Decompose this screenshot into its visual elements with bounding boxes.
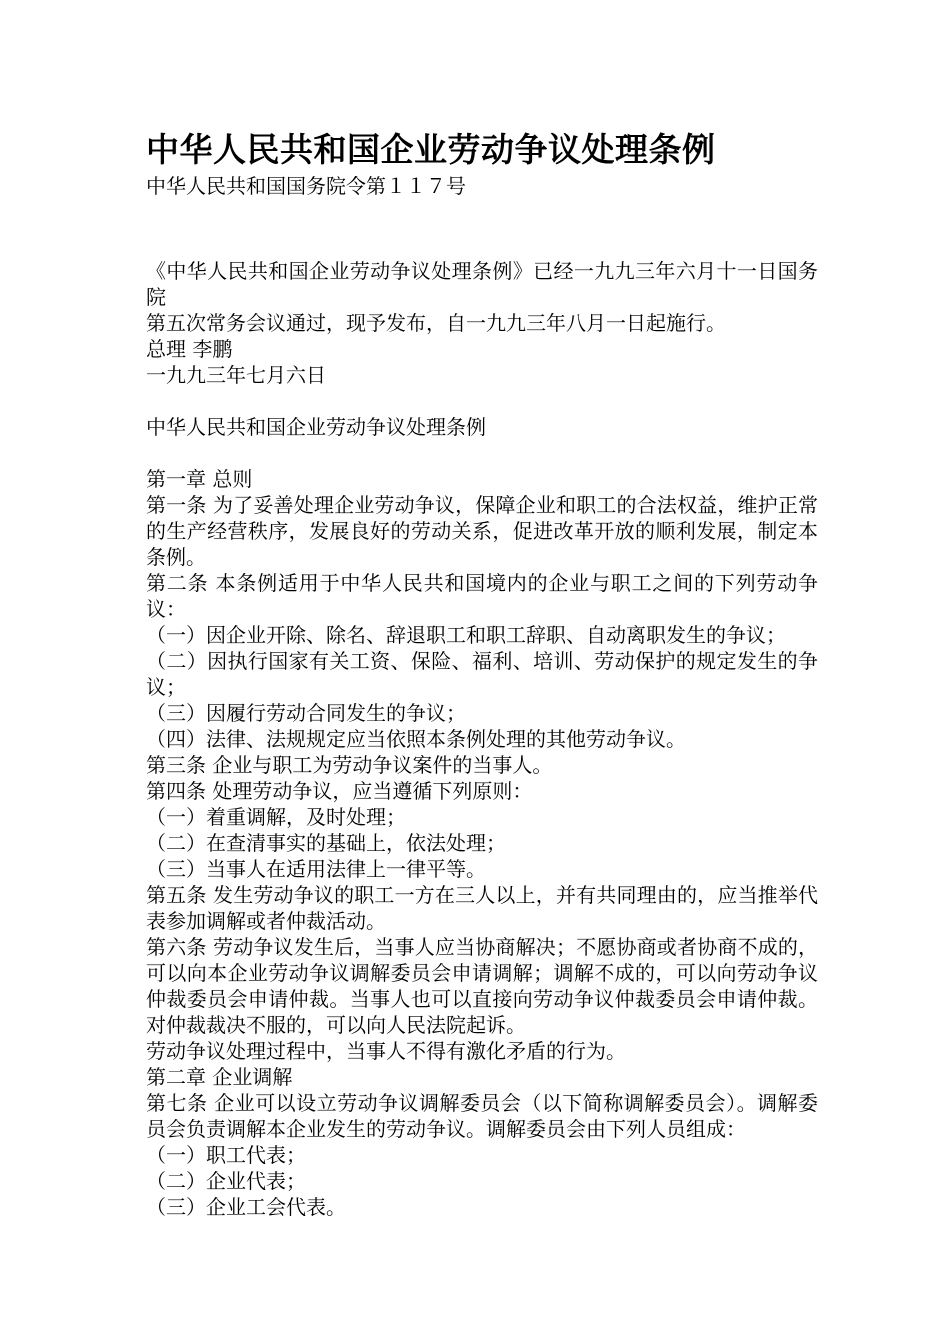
article: 第一条 为了妥善处理企业劳动争议，保障企业和职工的合法权益，维护正常的生产经营秩序，发展良好的劳动关系，促进改革开放的顺利发展，制定本条例。 — [146, 493, 818, 569]
article-item: （一）因企业开除、除名、辞退职工和职工辞职、自动离职发生的争议； — [146, 623, 786, 647]
chapter-heading: 第二章 企业调解 — [146, 1065, 293, 1089]
article: 第五条 发生劳动争议的职工一方在三人以上，并有共同理由的，应当推举代表参加调解或者仲裁活动。 — [146, 883, 818, 933]
regulation-heading: 中华人民共和国企业劳动争议处理条例 — [146, 415, 486, 439]
article-item: （二）企业代表； — [146, 1169, 306, 1193]
preamble — [146, 258, 818, 388]
article: 第四条 处理劳动争议，应当遵循下列原则： — [146, 779, 533, 803]
article-item: （二）在查清事实的基础上，依法处理； — [146, 831, 506, 855]
decree-number: 中华人民共和国国务院令第１１７号 — [146, 174, 466, 198]
article-item: （一）职工代表； — [146, 1143, 306, 1167]
article-item: （一）着重调解，及时处理； — [146, 805, 406, 829]
chapter-heading: 第一章 总则 — [146, 467, 253, 491]
article: 第六条 劳动争议发生后，当事人应当协商解决；不愿协商或者协商不成的，可以向本企业劳动争议调解委员会申请调解；调解不成的，可以向劳动争议仲裁委员会申请仲裁。当事人也可以直接向劳动争议仲裁委员会申请仲裁。对仲裁裁决不服的，可以向人民法院起诉。 — [146, 935, 818, 1037]
preamble-line: 《中华人民共和国企业劳动争议处理条例》已经一九九三年六月十一日国务院 — [146, 259, 818, 309]
preamble-line: 第五次常务会议通过，现予发布，自一九九三年八月一日起施行。 — [146, 311, 726, 335]
article-item: （二）因执行国家有关工资、保险、福利、培训、劳动保护的规定发生的争议； — [146, 649, 818, 699]
article-item: （三）因履行劳动合同发生的争议； — [146, 701, 466, 725]
issue-date: 一九九三年七月六日 — [146, 363, 326, 387]
article: 第三条 企业与职工为劳动争议案件的当事人。 — [146, 753, 553, 777]
article: 第二条 本条例适用于中华人民共和国境内的企业与职工之间的下列劳动争议： — [146, 571, 818, 621]
regulation-body — [146, 466, 818, 1220]
article-paragraph: 劳动争议处理过程中，当事人不得有激化矛盾的行为。 — [146, 1039, 626, 1063]
article-item: （三）当事人在适用法律上一律平等。 — [146, 857, 486, 881]
document-page — [146, 128, 818, 1220]
article-item: （三）企业工会代表。 — [146, 1195, 346, 1219]
document-title: 中华人民共和国企业劳动争议处理条例 — [146, 130, 716, 169]
article: 第七条 企业可以设立劳动争议调解委员会（以下简称调解委员会）。调解委员会负责调解本企业发生的劳动争议。调解委员会由下列人员组成： — [146, 1091, 818, 1141]
premier-signature: 总理 李鹏 — [146, 337, 233, 361]
article-item: （四）法律、法规规定应当依照本条例处理的其他劳动争议。 — [146, 727, 686, 751]
